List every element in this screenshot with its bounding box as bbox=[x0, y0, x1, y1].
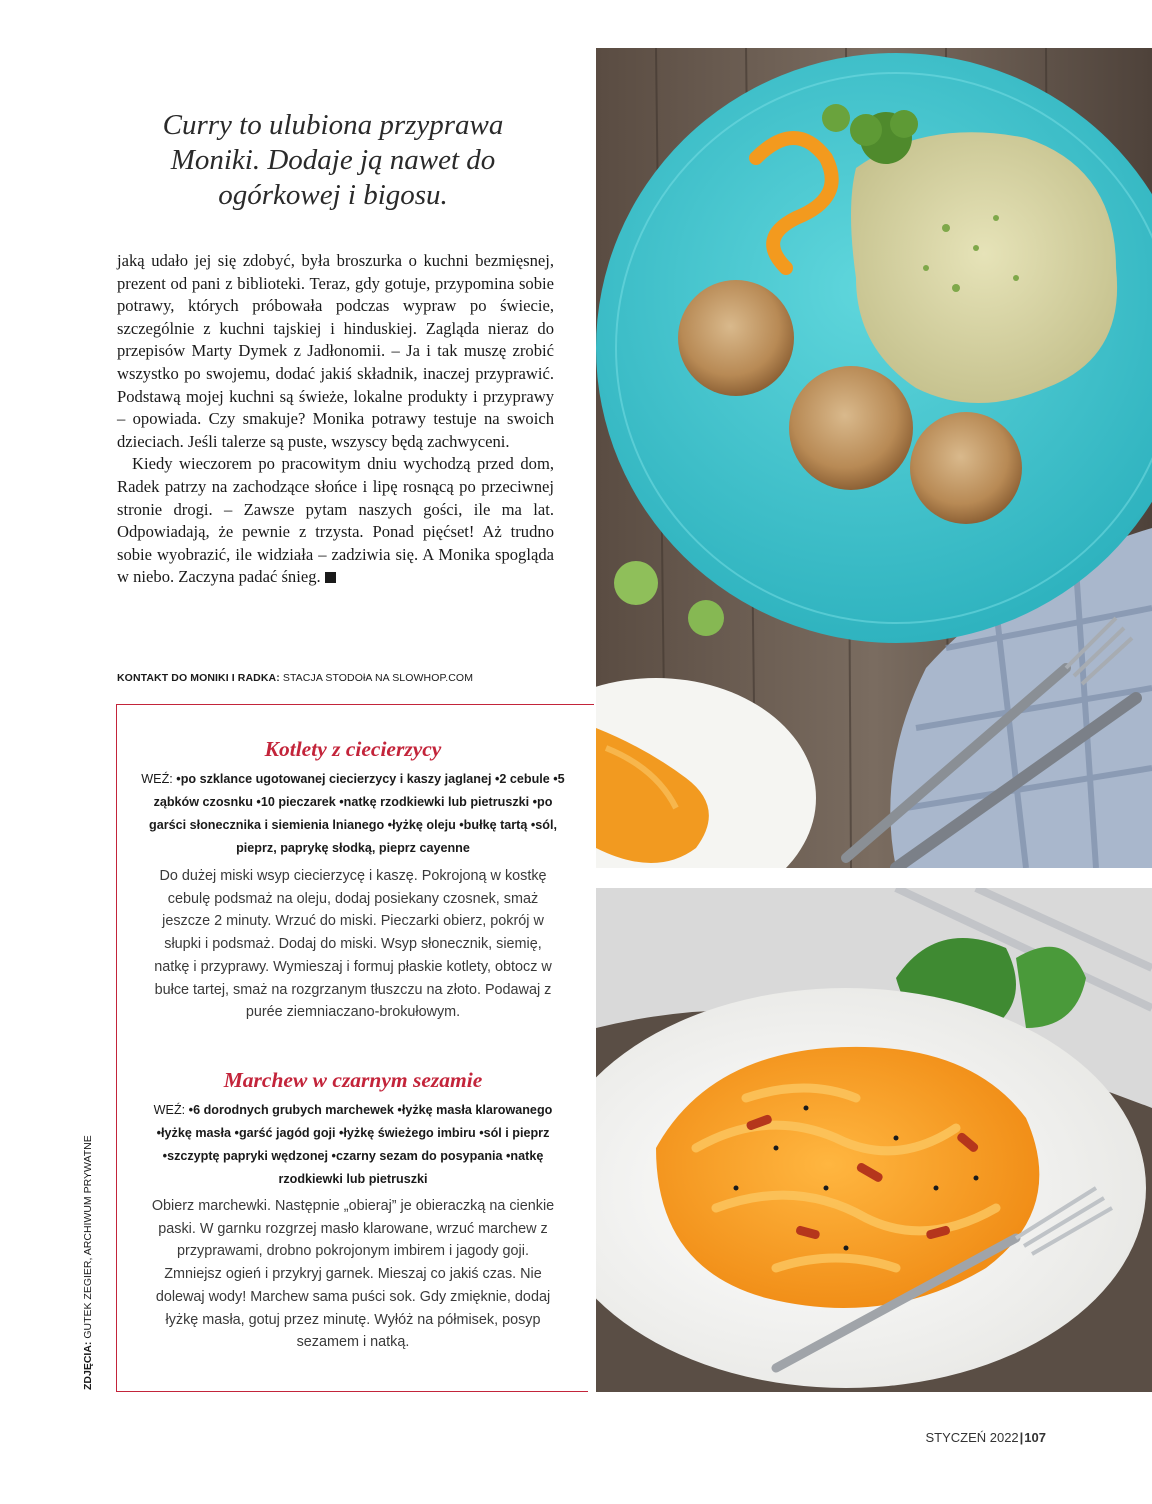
photo-carrot-ribbons bbox=[596, 888, 1152, 1392]
recipe-box bbox=[116, 704, 588, 1392]
end-of-article-square-icon bbox=[325, 572, 336, 583]
photo-credit bbox=[82, 1135, 94, 1390]
ingredients-list: •6 dorodnych grubych marchewek •łyżkę masła klarowanego •łyżkę masła •garść jagód goji •łyżkę świeżego imbiru •sól i pieprz •szczyptę papryki wędzonej •czarny sezam do posypania •natkę rzodkiewki lub pietruszki bbox=[156, 1103, 553, 1186]
contact-line bbox=[117, 672, 557, 684]
issue-month: STYCZEŃ 2022 bbox=[925, 1430, 1019, 1445]
ingredients-label: WEŹ: bbox=[153, 1103, 186, 1117]
ingredients-label: WEŹ: bbox=[141, 772, 173, 786]
ingredients-list: •po szklance ugotowanej ciecierzycy i kaszy jaglanej •2 cebule •5 ząbków czosnku •10 pieczarek •natkę rzodkiewki lub pietruszki •po garści słonecznika i siemienia lnianego •łyżkę oleju •bułkę tartą •sól, pieprz, paprykę słodką, pieprz cayenne bbox=[149, 772, 565, 855]
article-body bbox=[117, 250, 554, 589]
recipe-ingredients bbox=[137, 768, 569, 860]
photo-credit-value: GUTEK ZEGIER, ARCHIWUM PRYWATNE bbox=[82, 1135, 94, 1339]
article-paragraph bbox=[117, 453, 554, 589]
photo-credit-label: ZDJĘCIA: bbox=[82, 1341, 94, 1390]
recipe-title: Kotlety z ciecierzycy bbox=[264, 737, 442, 761]
recipe-method: Do dużej miski wsyp ciecierzycę i kaszę. Pokrojoną w kostkę cebulę podsmaż na oleju, dodaj posiekany czosnek, smaż jeszcze 2 minuty. Wrzuć do miski. Pieczarki obierz, pokrój w słupki i podsmaż. Dodaj do miski. Wsyp słonecznik, siemię, natkę i przyprawy. Wymieszaj i formuj płaskie kotlety, obtocz w bułce tartej, smaż na rozgrzanym tłuszczu na złoto. Podawaj z purée ziemniaczano-brokułowym. bbox=[154, 868, 552, 1021]
recipe-method: Obierz marchewki. Następnie „obieraj” je obieraczką na cienkie paski. W garnku rozgrzej masło klarowane, wrzuć marchew z przyprawami, drobno pokrojonym imbirem i jagody goji. Zmniejsz ogień i przykryj garnek. Mieszaj co jakiś czas. Nie dolewaj wody! Marchew sama puści sok. Gdy zmięknie, dodaj łyżkę masła, gotuj przez minutę. Wyłóż na półmisek, posyp sezamem i natką. bbox=[151, 1198, 555, 1351]
photo-chickpea-patties bbox=[596, 48, 1152, 868]
recipe-ingredients bbox=[137, 1099, 569, 1191]
article-paragraph: jaką udało jej się zdobyć, była broszurka o kuchni bezmięsnej, prezent od pani z biblioteki. Teraz, gdy gotuje, przypomina sobie potrawy, których próbowała podczas wypraw po świecie, szczególnie z kuchni tajskiej i hinduskiej. Zagląda nieraz do przepisów Marty Dymek z Jadłonomii. – Ja i tak muszę zrobić wszystko po swojemu, dodać jakiś składnik, inaczej przyprawić. Podstawą mojej kuchni są świeże, lokalne produkty i przyprawy – opowiada. Czy smakuje? Monika potrawy testuje na swoich dzieciach. Jeśli talerze są puste, wszyscy będą zachwyceni. bbox=[117, 251, 554, 451]
article-paragraph-text: Kiedy wieczorem po pracowitym dniu wychodzą przed dom, Radek patrzy na zachodzące słońce i lipę rosnącą po przeciwnej stronie drogi. – Zawsze pytam naszych gości, ile ma lat. Odpowiadają, że pewnie z trzysta. Ponad pięćset! Aż trudno sobie wyobrazić, ile widziała – zadziwia się. A Monika spogląda w niebo. Zaczyna padać śnieg. bbox=[117, 454, 554, 587]
contact-value: STACJA STODOłA NA SLOWHOP.COM bbox=[282, 672, 474, 684]
contact-label: KONTAKT DO MONIKI I RADKA: bbox=[117, 672, 280, 684]
recipe-title: Marchew w czarnym sezamie bbox=[223, 1068, 483, 1092]
pull-quote: Curry to ulubiona przyprawa Moniki. Dodaje ją nawet do ogórkowej i bigosu. bbox=[162, 109, 504, 211]
folio-divider: | bbox=[1019, 1430, 1024, 1445]
page-number: 107 bbox=[1024, 1430, 1046, 1445]
page-folio bbox=[925, 1430, 1046, 1445]
